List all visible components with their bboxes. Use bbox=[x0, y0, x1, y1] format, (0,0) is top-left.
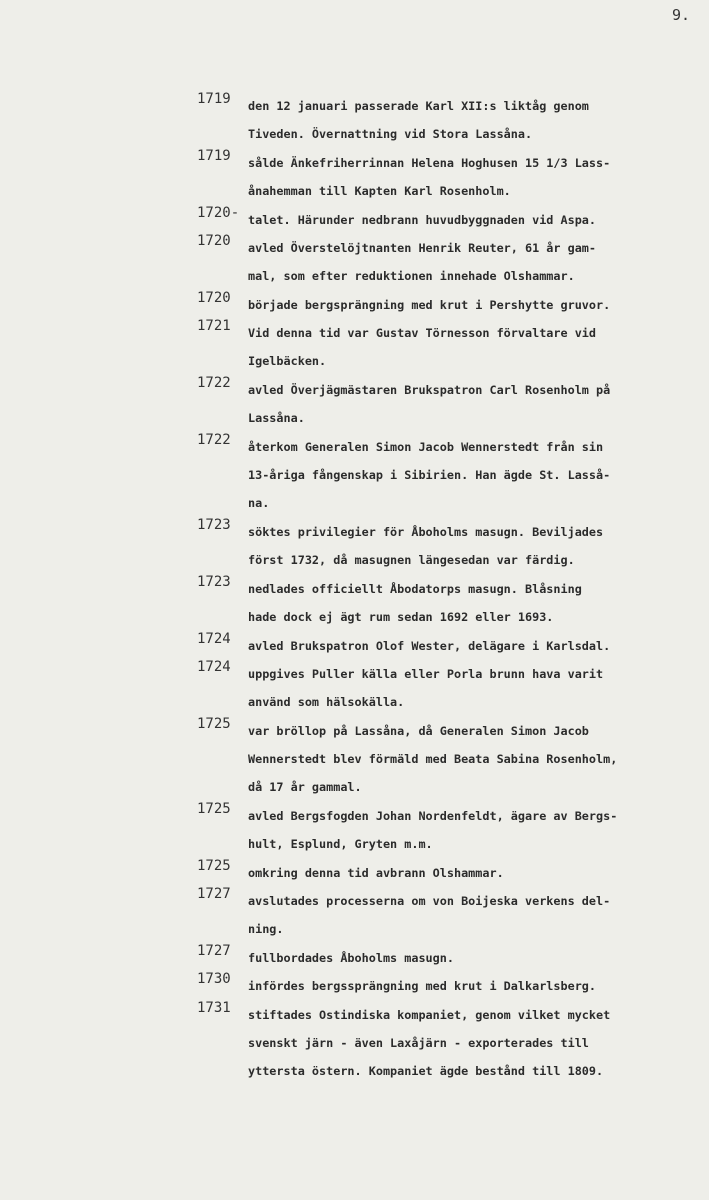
entry-text bbox=[248, 518, 693, 574]
entry-text-line: den 12 januari passerade Karl XII:s liktåg genom bbox=[248, 99, 589, 113]
entry-year: 1727 bbox=[197, 943, 231, 959]
entry-text-line: Vid denna tid var Gustav Törnesson förvaltare vid bbox=[248, 326, 597, 341]
entry-year: 1723 bbox=[197, 573, 231, 590]
entry-year: 1722 bbox=[197, 431, 231, 448]
entry-text-line: ånahemman till Kapten Karl Rosenholm. bbox=[248, 183, 511, 198]
entry-text-line: mal, som efter reduktionen innehade Olshammar. bbox=[248, 269, 575, 283]
entry-text bbox=[248, 717, 693, 801]
entry-text-line: började bergsprängning med krut i Pershytte gruvor. bbox=[248, 297, 611, 312]
entry-text-line: Igelbäcken. bbox=[248, 354, 327, 369]
entry-text-line: yttersta östern. Kompaniet ägde bestånd till 1809. bbox=[248, 1063, 604, 1078]
entry-text-line: söktes privilegier för Åboholms masugn. Beviljades bbox=[248, 525, 604, 539]
entry-text-line: avslutades processerna om von Boijeska verkens del- bbox=[248, 894, 611, 909]
entry-year: 1724 bbox=[197, 630, 231, 647]
entry-text bbox=[248, 149, 693, 205]
entry-text bbox=[248, 802, 693, 858]
entry-text-line: sålde Änkefriherrinnan Helena Hoghusen 15 1/3 Lass- bbox=[248, 155, 611, 170]
entry-year: 1722 bbox=[197, 375, 231, 391]
entry-text-line: fullbordades Åboholms masugn. bbox=[248, 951, 454, 965]
entry-text-line: nedlades officiellt Åbodatorps masugn. Blåsning bbox=[248, 581, 582, 596]
entry-text bbox=[248, 92, 693, 148]
entry-year: 1720- bbox=[197, 204, 240, 221]
entry-text bbox=[248, 319, 693, 375]
entry-text bbox=[248, 1001, 693, 1085]
entry-text bbox=[248, 972, 693, 1000]
entry-text-line: Wennerstedt blev förmäld med Beata Sabina Rosenholm, bbox=[248, 751, 618, 766]
entry-year: 1731 bbox=[197, 999, 231, 1016]
entry-text bbox=[248, 575, 693, 631]
entry-text bbox=[248, 887, 693, 943]
entry-text-line: ning. bbox=[248, 922, 284, 937]
entry-text bbox=[248, 376, 693, 432]
entry-text-line: Tiveden. Övernattning vid Stora Lassåna. bbox=[248, 127, 533, 141]
entry-text-line: återkom Generalen Simon Jacob Wennerstedt från sin bbox=[248, 439, 604, 454]
entry-year: 1723 bbox=[197, 517, 231, 533]
entry-text bbox=[248, 291, 693, 319]
entry-text bbox=[248, 433, 693, 517]
entry-text-line: 13-åriga fångenskap i Sibirien. Han ägde St. Lasså- bbox=[248, 467, 611, 482]
entry-year: 1719 bbox=[197, 91, 231, 107]
page-number: 9. bbox=[672, 6, 691, 24]
entry-text-line: då 17 år gammal. bbox=[248, 779, 362, 794]
entry-text-line: hade dock ej ägt rum sedan 1692 eller 1693. bbox=[248, 609, 554, 624]
entry-year: 1719 bbox=[197, 147, 231, 164]
entry-text-line: stiftades Ostindiska kompaniet, genom vilket mycket bbox=[248, 1007, 611, 1022]
entry-year: 1720 bbox=[197, 289, 231, 306]
entry-text-line: infördes bergssprängning med krut i Dalkarlsberg. bbox=[248, 979, 597, 994]
entry-text-line: avled Överstelöjtnanten Henrik Reuter, 61 år gam- bbox=[248, 241, 597, 255]
entry-text-line: var bröllop på Lassåna, då Generalen Simon Jacob bbox=[248, 723, 589, 738]
entry-text-line: Lassåna. bbox=[248, 411, 305, 425]
entry-text bbox=[248, 944, 693, 972]
entry-year: 1725 bbox=[197, 715, 231, 732]
entry-text-line: avled Överjägmästaren Brukspatron Carl Rosenholm på bbox=[248, 383, 611, 397]
entry-text-line: svenskt järn - även Laxåjärn - exporterades till bbox=[248, 1035, 589, 1050]
entry-text bbox=[248, 660, 693, 716]
entry-year: 1720 bbox=[197, 233, 231, 249]
entry-text-line: talet. Härunder nedbrann huvudbyggnaden vid Aspa. bbox=[248, 212, 597, 227]
entry-text bbox=[248, 632, 693, 660]
entry-year: 1725 bbox=[197, 857, 231, 874]
entry-year: 1721 bbox=[197, 318, 231, 335]
entry-year: 1730 bbox=[197, 971, 231, 988]
entry-text-line: uppgives Puller källa eller Porla brunn hava varit bbox=[248, 667, 604, 681]
entry-text-line: avled Bergsfogden Johan Nordenfeldt, ägare av Bergs- bbox=[248, 809, 618, 823]
entry-text-line: hult, Esplund, Gryten m.m. bbox=[248, 837, 433, 851]
entry-text bbox=[248, 234, 693, 290]
entry-year: 1725 bbox=[197, 801, 231, 817]
entry-text-line: omkring denna tid avbrann Olshammar. bbox=[248, 865, 504, 880]
entry-text-line: använd som hälsokälla. bbox=[248, 695, 405, 709]
entry-text bbox=[248, 859, 693, 887]
entry-text-line: na. bbox=[248, 495, 270, 510]
entry-text-line: avled Brukspatron Olof Wester, delägare i Karlsdal. bbox=[248, 638, 611, 653]
entry-text-line: först 1732, då masugnen längesedan var färdig. bbox=[248, 553, 575, 567]
entry-year: 1724 bbox=[197, 659, 231, 675]
entry-text bbox=[248, 206, 693, 234]
entry-year: 1727 bbox=[197, 886, 231, 903]
